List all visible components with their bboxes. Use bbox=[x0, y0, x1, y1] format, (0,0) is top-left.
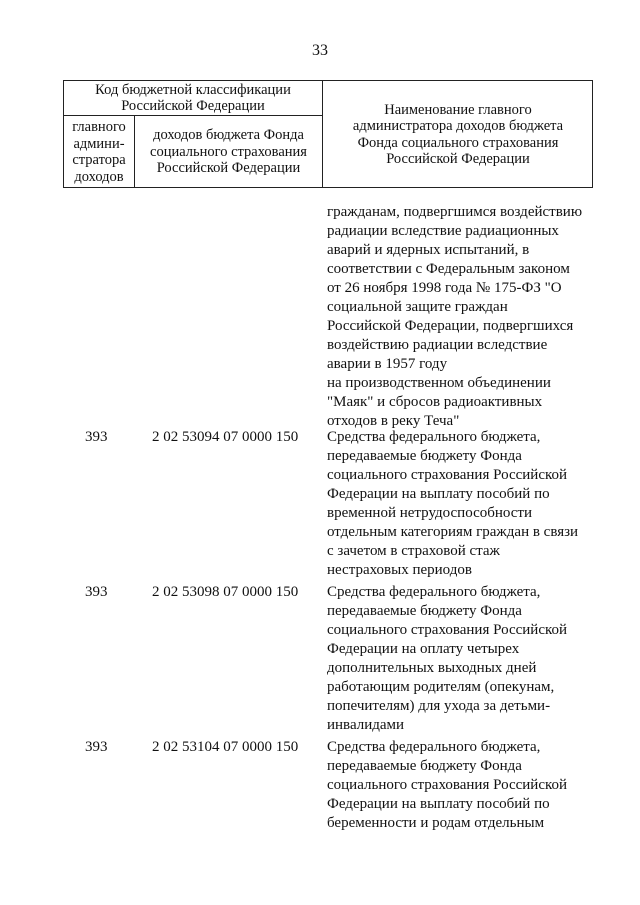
revenue-code: 2 02 53098 07 0000 150 bbox=[152, 584, 299, 600]
header-admin-column: главного админи- стратора доходов bbox=[72, 119, 126, 185]
revenue-code: 2 02 53104 07 0000 150 bbox=[152, 739, 299, 755]
admin-code: 393 bbox=[85, 739, 108, 755]
page-number: 33 bbox=[312, 42, 328, 59]
revenue-name: Средства федерального бюджета, передаваемые бюджету Фонда социального страхования Российской Федерации на выплату пособий по беременности и родам отдельным bbox=[327, 739, 568, 831]
revenue-name: Средства федерального бюджета, передаваемые бюджету Фонда социального страхования Российской Федерации на оплату четырех дополнительных выходных дней работающим родителям (опекунам, попечителям) для ухода за детьми- инвалидами bbox=[327, 584, 568, 733]
admin-code: 393 bbox=[85, 429, 108, 445]
header-revenue-column: доходов бюджета Фонда социального страхования Российской Федерации bbox=[150, 127, 307, 177]
continuation-text: гражданам, подвергшимся воздействию радиации вследствие радиационных аварий и ядерных испытаний, в соответствии с Федеральным законом от 26 ноября 1998 года № 175-ФЗ "О социальной защите граждан Российской Федерации, подвергшихся воздействию радиации вследствие аварии в 1957 году на производственном объединении "Маяк" и сбросов радиоактивных отходов в реку Теча" bbox=[327, 204, 583, 429]
table-header bbox=[63, 80, 593, 188]
header-code-group: Код бюджетной классификации Российской Федерации bbox=[95, 81, 291, 114]
revenue-code: 2 02 53094 07 0000 150 bbox=[152, 429, 299, 445]
admin-code: 393 bbox=[85, 584, 108, 600]
header-name-column: Наименование главного администратора доходов бюджета Фонда социального страхования Российской Федерации bbox=[352, 101, 564, 167]
revenue-name: Средства федерального бюджета, передаваемые бюджету Фонда социального страхования Российской Федерации на выплату пособий по временной нетрудоспособности отдельным категориям граждан в связи с зачетом в страховой стаж нестраховых периодов bbox=[327, 429, 579, 578]
